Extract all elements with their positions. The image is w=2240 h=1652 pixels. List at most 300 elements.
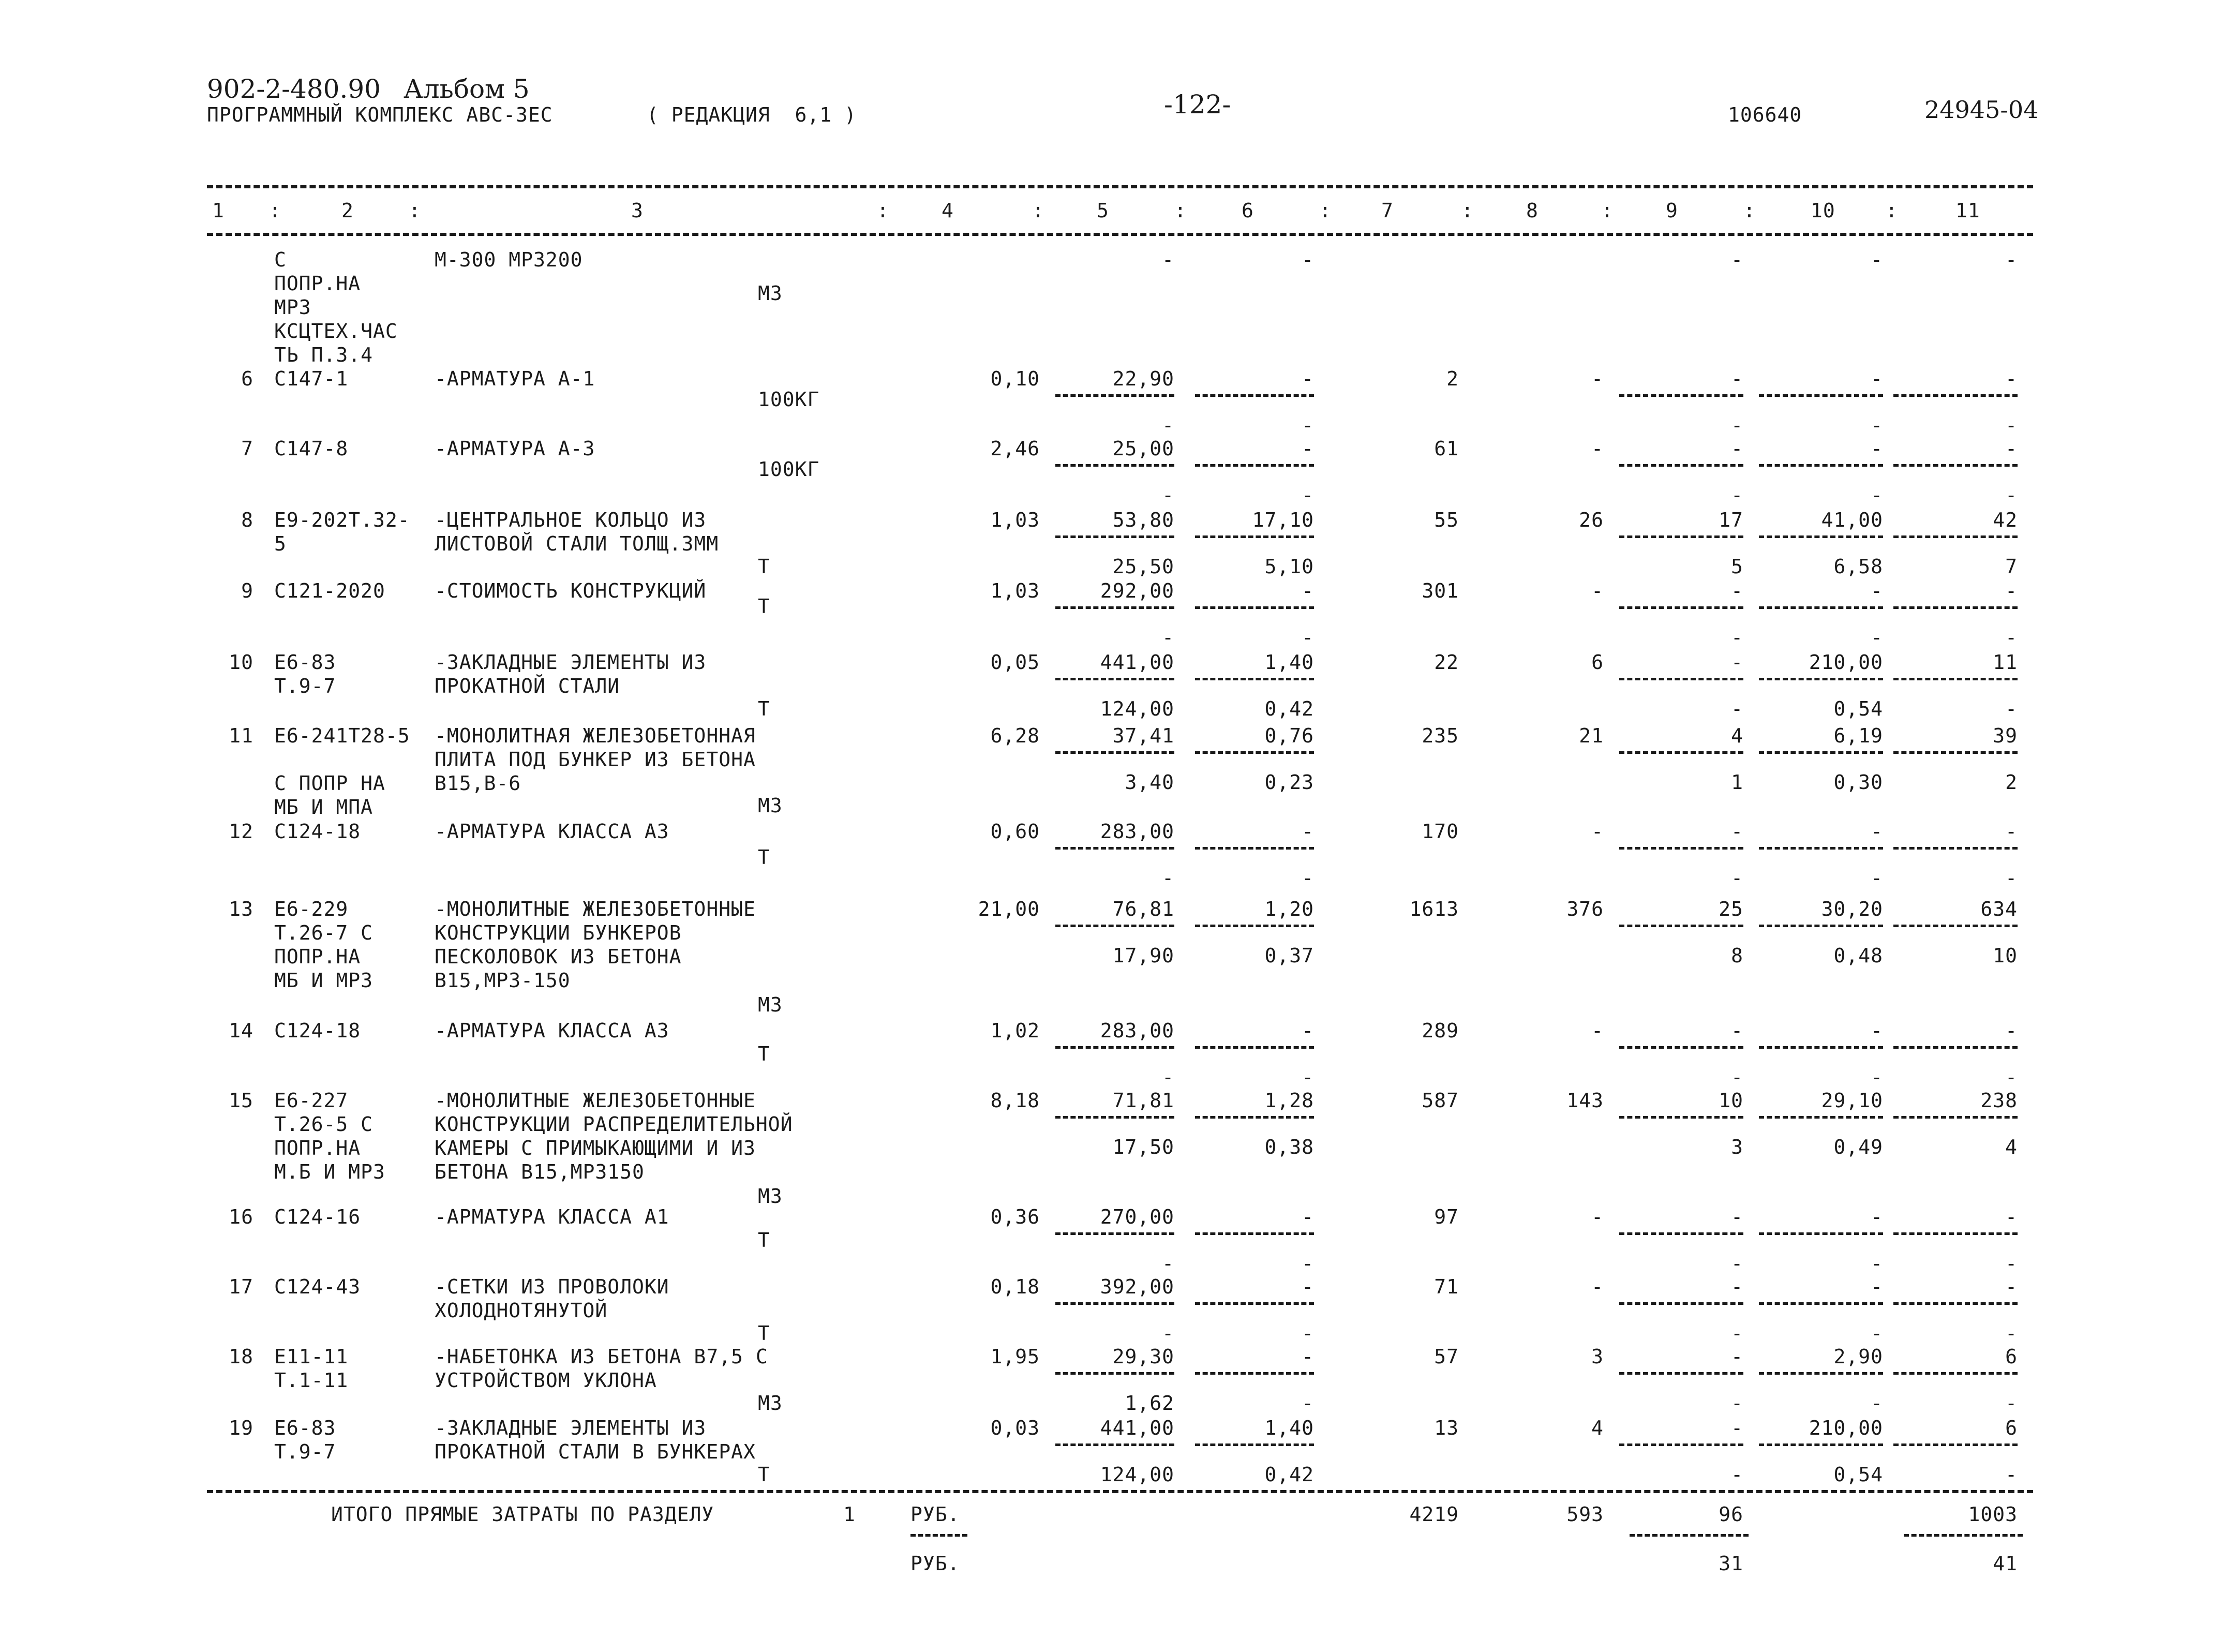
row-description: М-300 МРЗ200	[435, 248, 583, 271]
row-code: МБ И МРЗ	[274, 969, 374, 992]
column-separator: :	[1886, 199, 1898, 222]
total-col9-sub: 31	[1719, 1552, 1743, 1575]
row-col10: -	[1871, 1205, 1883, 1228]
row-col11-sub: -	[2005, 1322, 2018, 1345]
row-col10-sub: -	[1871, 1252, 1883, 1275]
sub-rule	[1893, 847, 2018, 850]
row-col11: 6	[2005, 1345, 2018, 1368]
row-unit: Т	[758, 1322, 770, 1345]
row-unit: Т	[758, 555, 770, 578]
row-col7: 57	[1434, 1345, 1459, 1368]
row-code: ПОПР.НА	[274, 272, 361, 295]
row-col6: 1,20	[1264, 898, 1314, 920]
column-separator: :	[1461, 199, 1474, 222]
row-code: Е6-229	[274, 898, 349, 920]
column-separator: :	[1174, 199, 1187, 222]
row-unit: МЗ	[758, 1185, 783, 1208]
row-col9-sub: 8	[1731, 944, 1743, 967]
row-description: КОНСТРУКЦИИ БУНКЕРОВ	[435, 921, 682, 944]
row-col11: 42	[1993, 509, 2018, 531]
sub-rule	[1055, 678, 1174, 680]
row-col8: -	[1591, 1205, 1604, 1228]
row-description: УСТРОЙСТВОМ УКЛОНА	[435, 1369, 657, 1392]
column-header-2: 2	[341, 199, 354, 222]
row-col10: -	[1871, 248, 1883, 271]
sub-rule	[1893, 464, 2018, 467]
row-unit: МЗ	[758, 1392, 783, 1415]
total-sub-rule	[1904, 1534, 2023, 1537]
row-code: ПОПР.НА	[274, 945, 361, 968]
row-col8: -	[1591, 579, 1604, 602]
row-col9: 25	[1719, 898, 1743, 920]
row-col9: -	[1731, 367, 1743, 390]
row-col6-sub: -	[1302, 626, 1314, 649]
row-col6-sub: 0,42	[1264, 1463, 1314, 1486]
row-code: С124-16	[274, 1205, 361, 1228]
sub-rule	[1759, 1116, 1883, 1119]
column-separator: :	[269, 199, 281, 222]
sub-rule	[1619, 751, 1743, 754]
row-description: -МОНОЛИТНЫЕ ЖЕЛЕЗОБЕТОННЫЕ	[435, 898, 756, 920]
row-col9: -	[1731, 1417, 1743, 1439]
row-col6-sub: -	[1302, 1392, 1314, 1415]
page-number: -122-	[1164, 90, 1231, 120]
row-col6-sub: -	[1302, 484, 1314, 507]
row-col10-sub: 0,48	[1833, 944, 1883, 967]
sub-rule	[1759, 1443, 1883, 1446]
row-code: 5	[274, 532, 287, 555]
row-col10: 29,10	[1821, 1089, 1883, 1112]
row-description: ЛИСТОВОЙ СТАЛИ ТОЛЩ.3ММ	[435, 532, 719, 555]
row-col11-sub: -	[2005, 414, 2018, 437]
sub-rule	[1195, 1232, 1314, 1235]
sub-rule	[1893, 1046, 2018, 1049]
row-description: ПЛИТА ПОД БУНКЕР ИЗ БЕТОНА	[435, 748, 756, 771]
row-col10-sub: 0,54	[1833, 1463, 1883, 1486]
sub-rule	[1759, 751, 1883, 754]
sub-rule	[1195, 751, 1314, 754]
row-col8: 26	[1579, 509, 1604, 531]
row-code: Т.1-11	[274, 1369, 349, 1392]
sub-rule	[1893, 925, 2018, 927]
sub-rule	[1893, 1302, 2018, 1305]
total-col11-sub: 41	[1993, 1552, 2018, 1575]
row-code: Е6-227	[274, 1089, 349, 1112]
row-col9-sub: -	[1731, 1392, 1743, 1415]
total-currency-2: РУБ.	[910, 1552, 960, 1575]
row-col8: -	[1591, 820, 1604, 843]
row-code: МРЗ	[274, 296, 311, 319]
row-code: С ПОПР НА	[274, 772, 385, 795]
row-col6: -	[1302, 248, 1314, 271]
row-col11-sub: 10	[1993, 944, 2018, 967]
row-col6: -	[1302, 1275, 1314, 1298]
column-separator: :	[877, 199, 889, 222]
edition-label: ( РЕДАКЦИЯ 6,1 )	[647, 103, 857, 126]
row-unit: Т	[758, 595, 770, 618]
total-sub-rule	[1630, 1534, 1749, 1537]
row-col6: 17,10	[1252, 509, 1314, 531]
row-code: С124-18	[274, 1019, 361, 1042]
row-col7: 235	[1422, 724, 1459, 747]
row-col7: 61	[1434, 437, 1459, 460]
sub-rule	[1619, 606, 1743, 609]
row-col9: -	[1731, 651, 1743, 674]
row-quantity: 0,60	[990, 820, 1040, 843]
row-col5: 441,00	[1100, 1417, 1174, 1439]
row-col5: 25,00	[1112, 437, 1174, 460]
column-separator: :	[1601, 199, 1614, 222]
row-col6-sub: -	[1302, 1066, 1314, 1089]
row-unit: 100КГ	[758, 458, 820, 481]
row-col5: 37,41	[1112, 724, 1174, 747]
row-col5: 53,80	[1112, 509, 1174, 531]
row-col11: -	[2005, 579, 2018, 602]
row-number: 11	[229, 724, 253, 747]
row-col6-sub: 0,37	[1264, 944, 1314, 967]
sub-rule	[1893, 535, 2018, 538]
row-unit: Т	[758, 846, 770, 869]
sub-rule	[1055, 1046, 1174, 1049]
row-col6-sub: 0,23	[1264, 771, 1314, 794]
sub-rule	[1619, 1116, 1743, 1119]
row-col5: 71,81	[1112, 1089, 1174, 1112]
row-col9: -	[1731, 1019, 1743, 1042]
row-number: 8	[241, 509, 253, 531]
row-col11: 6	[2005, 1417, 2018, 1439]
row-description: -НАБЕТОНКА ИЗ БЕТОНА В7,5 С	[435, 1345, 768, 1368]
row-col8: -	[1591, 1275, 1604, 1298]
column-separator: :	[409, 199, 421, 222]
row-col6-sub: 0,42	[1264, 697, 1314, 720]
row-col6-sub: 0,38	[1264, 1136, 1314, 1158]
column-header-10: 10	[1811, 199, 1835, 222]
row-description: -МОНОЛИТНАЯ ЖЕЛЕЗОБЕТОННАЯ	[435, 724, 756, 747]
row-col10-sub: -	[1871, 1066, 1883, 1089]
row-col10: -	[1871, 820, 1883, 843]
sub-rule	[1759, 535, 1883, 538]
row-col6: 0,76	[1264, 724, 1314, 747]
program-name: ПРОГРАММНЫЙ КОМПЛЕКС АВС-ЗЕС	[207, 103, 553, 126]
row-col11-sub: -	[2005, 484, 2018, 507]
row-col5-sub: -	[1162, 1066, 1174, 1089]
sub-rule	[1195, 678, 1314, 680]
row-col5-sub: 3,40	[1125, 771, 1174, 794]
row-col9: 4	[1731, 724, 1743, 747]
row-col7: 97	[1434, 1205, 1459, 1228]
row-col6: -	[1302, 579, 1314, 602]
header-bottom-rule	[207, 233, 2033, 236]
row-col5-sub: 25,50	[1112, 555, 1174, 578]
sub-rule	[1055, 847, 1174, 850]
column-header-4: 4	[942, 199, 954, 222]
sub-rule	[1619, 925, 1743, 927]
row-code: МБ И МПА	[274, 796, 374, 818]
row-col10-sub: -	[1871, 484, 1883, 507]
row-col7: 2	[1446, 367, 1459, 390]
sub-rule	[1759, 1372, 1883, 1375]
sub-rule	[1619, 464, 1743, 467]
row-col5: -	[1162, 248, 1174, 271]
row-quantity: 1,95	[990, 1345, 1040, 1368]
doc-code: 902-2-480.90	[207, 74, 381, 104]
row-description: ХОЛОДНОТЯНУТОЙ	[435, 1299, 608, 1322]
sub-rule	[1055, 535, 1174, 538]
row-description: -АРМАТУРА КЛАССА А1	[435, 1205, 669, 1228]
row-col11: -	[2005, 248, 2018, 271]
row-col6-sub: 5,10	[1264, 555, 1314, 578]
row-col11-sub: -	[2005, 1252, 2018, 1275]
row-col9: 17	[1719, 509, 1743, 531]
column-header-11: 11	[1955, 199, 1980, 222]
total-col11: 1003	[1968, 1503, 2018, 1526]
sub-rule	[1893, 1232, 2018, 1235]
sub-rule	[1195, 394, 1314, 397]
row-col5: 76,81	[1112, 898, 1174, 920]
row-col9-sub: 5	[1731, 555, 1743, 578]
row-description: БЕТОНА В15,МРЗ150	[435, 1160, 645, 1183]
sheet-code: 24945-04	[1924, 96, 2039, 124]
row-col6: -	[1302, 437, 1314, 460]
sub-rule	[1195, 606, 1314, 609]
row-quantity: 0,03	[990, 1417, 1040, 1439]
column-header-7: 7	[1381, 199, 1394, 222]
sub-rule	[1055, 1372, 1174, 1375]
sub-rule	[1195, 1372, 1314, 1375]
row-col7: 301	[1422, 579, 1459, 602]
row-code: Т.9-7	[274, 1440, 336, 1463]
sub-rule	[1759, 464, 1883, 467]
row-unit: Т	[758, 1043, 770, 1065]
row-code: Е11-11	[274, 1345, 349, 1368]
sub-rule	[1055, 464, 1174, 467]
row-code: Т.9-7	[274, 675, 336, 697]
row-col11: -	[2005, 1275, 2018, 1298]
row-col5-sub: 124,00	[1100, 697, 1174, 720]
row-col11-sub: -	[2005, 1066, 2018, 1089]
row-col5: 392,00	[1100, 1275, 1174, 1298]
row-col11-sub: 7	[2005, 555, 2018, 578]
sub-rule	[1893, 1443, 2018, 1446]
row-description: КОНСТРУКЦИИ РАСПРЕДЕЛИТЕЛЬНОЙ	[435, 1113, 793, 1136]
total-col8: 593	[1566, 1503, 1604, 1526]
row-col9: -	[1731, 1345, 1743, 1368]
row-col8: -	[1591, 367, 1604, 390]
row-code: ТЬ П.3.4	[274, 344, 374, 366]
sub-rule	[1195, 1302, 1314, 1305]
sub-rule	[1195, 1046, 1314, 1049]
row-col9-sub: -	[1731, 867, 1743, 889]
sub-rule	[1195, 925, 1314, 927]
row-col9-sub: -	[1731, 1463, 1743, 1486]
row-col9-sub: -	[1731, 1066, 1743, 1089]
row-description: ПРОКАТНОЙ СТАЛИ В БУНКЕРАХ	[435, 1440, 756, 1463]
total-col9: 96	[1719, 1503, 1743, 1526]
row-col10: -	[1871, 367, 1883, 390]
sub-rule	[1055, 1232, 1174, 1235]
column-separator: :	[1032, 199, 1044, 222]
row-description: -ЗАКЛАДНЫЕ ЭЛЕМЕНТЫ ИЗ	[435, 1417, 707, 1439]
row-quantity: 6,28	[990, 724, 1040, 747]
row-col9: -	[1731, 820, 1743, 843]
row-col7: 587	[1422, 1089, 1459, 1112]
row-description: ПРОКАТНОЙ СТАЛИ	[435, 675, 620, 697]
row-col10-sub: -	[1871, 1322, 1883, 1345]
row-number: 6	[241, 367, 253, 390]
row-code: С121-2020	[274, 579, 385, 602]
row-code: Е6-83	[274, 651, 336, 674]
row-col10: 2,90	[1833, 1345, 1883, 1368]
column-header-6: 6	[1242, 199, 1254, 222]
row-col9: -	[1731, 1205, 1743, 1228]
row-col10-sub: 0,30	[1833, 771, 1883, 794]
sub-rule	[1619, 1046, 1743, 1049]
row-col9-sub: -	[1731, 1252, 1743, 1275]
row-col11-sub: 4	[2005, 1136, 2018, 1158]
row-unit: Т	[758, 697, 770, 720]
row-number: 7	[241, 437, 253, 460]
row-col11: -	[2005, 1019, 2018, 1042]
sub-rule	[1619, 678, 1743, 680]
row-col9-sub: -	[1731, 626, 1743, 649]
total-currency: РУБ.	[910, 1503, 960, 1526]
row-code: Е6-241Т28-5	[274, 724, 410, 747]
row-description: -АРМАТУРА А-1	[435, 367, 595, 390]
row-col8: -	[1591, 437, 1604, 460]
row-col6: 1,40	[1264, 1417, 1314, 1439]
row-col6: -	[1302, 1205, 1314, 1228]
row-col8: 21	[1579, 724, 1604, 747]
row-col10: 210,00	[1809, 1417, 1883, 1439]
row-col5: 292,00	[1100, 579, 1174, 602]
row-col5-sub: 124,00	[1100, 1463, 1174, 1486]
row-code: Е6-83	[274, 1417, 336, 1439]
row-code: С147-8	[274, 437, 349, 460]
row-col9: -	[1731, 1275, 1743, 1298]
row-quantity: 8,18	[990, 1089, 1040, 1112]
row-description: -АРМАТУРА КЛАССА АЗ	[435, 1019, 669, 1042]
row-col7: 1613	[1409, 898, 1459, 920]
row-col11: 634	[1980, 898, 2018, 920]
row-number: 18	[229, 1345, 253, 1368]
row-col5-sub: 17,50	[1112, 1136, 1174, 1158]
row-col9-sub: 1	[1731, 771, 1743, 794]
sub-rule	[1055, 1116, 1174, 1119]
row-col6: -	[1302, 820, 1314, 843]
row-col9: -	[1731, 248, 1743, 271]
sub-rule	[1759, 394, 1883, 397]
row-number: 13	[229, 898, 253, 920]
sub-rule	[1759, 1046, 1883, 1049]
row-col5: 270,00	[1100, 1205, 1174, 1228]
column-header-8: 8	[1526, 199, 1539, 222]
row-col10: 30,20	[1821, 898, 1883, 920]
row-col6: -	[1302, 1019, 1314, 1042]
table-top-rule	[207, 185, 2033, 188]
row-col10-sub: -	[1871, 626, 1883, 649]
row-col8: 4	[1591, 1417, 1604, 1439]
column-header-5: 5	[1097, 199, 1109, 222]
row-col9: -	[1731, 437, 1743, 460]
row-number: 12	[229, 820, 253, 843]
row-col10-sub: 0,54	[1833, 697, 1883, 720]
row-col11-sub: -	[2005, 867, 2018, 889]
row-code: ПОПР.НА	[274, 1137, 361, 1159]
row-col6-sub: -	[1302, 414, 1314, 437]
row-col8: 3	[1591, 1345, 1604, 1368]
row-col6: -	[1302, 1345, 1314, 1368]
row-col11: -	[2005, 820, 2018, 843]
row-col9: -	[1731, 579, 1743, 602]
row-col9-sub: -	[1731, 1322, 1743, 1345]
row-col7: 55	[1434, 509, 1459, 531]
row-description: -СЕТКИ ИЗ ПРОВОЛОКИ	[435, 1275, 669, 1298]
row-col6-sub: -	[1302, 1322, 1314, 1345]
total-label: ИТОГО ПРЯМЫЕ ЗАТРАТЫ ПО РАЗДЕЛУ	[331, 1503, 714, 1526]
row-col6: -	[1302, 367, 1314, 390]
row-quantity: 2,46	[990, 437, 1040, 460]
sub-rule	[1893, 394, 2018, 397]
sub-rule	[1195, 847, 1314, 850]
sub-rule	[1195, 535, 1314, 538]
row-number: 14	[229, 1019, 253, 1042]
album-label: Альбом 5	[404, 74, 530, 104]
sub-rule	[1195, 464, 1314, 467]
sub-rule	[1893, 678, 2018, 680]
row-col11: -	[2005, 1205, 2018, 1228]
row-number: 17	[229, 1275, 253, 1298]
row-description: В15,МРЗ-150	[435, 969, 571, 992]
row-col8: 6	[1591, 651, 1604, 674]
row-col5-sub: -	[1162, 1322, 1174, 1345]
row-code: М.Б И МРЗ	[274, 1160, 385, 1183]
sub-rule	[1055, 925, 1174, 927]
row-description: -МОНОЛИТНЫЕ ЖЕЛЕЗОБЕТОННЫЕ	[435, 1089, 756, 1112]
row-quantity: 0,05	[990, 651, 1040, 674]
row-col8: -	[1591, 1019, 1604, 1042]
row-description: -АРМАТУРА КЛАССА АЗ	[435, 820, 669, 843]
row-col11: -	[2005, 437, 2018, 460]
row-code: Т.26-5 С	[274, 1113, 374, 1136]
row-col11-sub: -	[2005, 626, 2018, 649]
row-col9: 10	[1719, 1089, 1743, 1112]
row-number: 15	[229, 1089, 253, 1112]
column-header-3: 3	[631, 199, 644, 222]
row-unit: МЗ	[758, 993, 783, 1016]
row-col5: 283,00	[1100, 1019, 1174, 1042]
sub-rule	[1759, 925, 1883, 927]
row-col9-sub: 3	[1731, 1136, 1743, 1158]
row-quantity: 0,10	[990, 367, 1040, 390]
column-header-1: 1	[212, 199, 225, 222]
row-quantity: 0,36	[990, 1205, 1040, 1228]
sub-rule	[1055, 1302, 1174, 1305]
total-col7: 4219	[1409, 1503, 1459, 1526]
row-col5-sub: -	[1162, 1252, 1174, 1275]
row-unit: МЗ	[758, 282, 783, 305]
sub-rule	[1619, 535, 1743, 538]
row-quantity: 0,18	[990, 1275, 1040, 1298]
row-unit: 100КГ	[758, 388, 820, 411]
row-col11: 238	[1980, 1089, 2018, 1112]
row-col11: 11	[1993, 651, 2018, 674]
row-unit: МЗ	[758, 794, 783, 817]
row-code: С124-18	[274, 820, 361, 843]
row-col10-sub: 6,58	[1833, 555, 1883, 578]
column-separator: :	[1743, 199, 1756, 222]
sub-rule	[1759, 678, 1883, 680]
row-quantity: 1,03	[990, 579, 1040, 602]
